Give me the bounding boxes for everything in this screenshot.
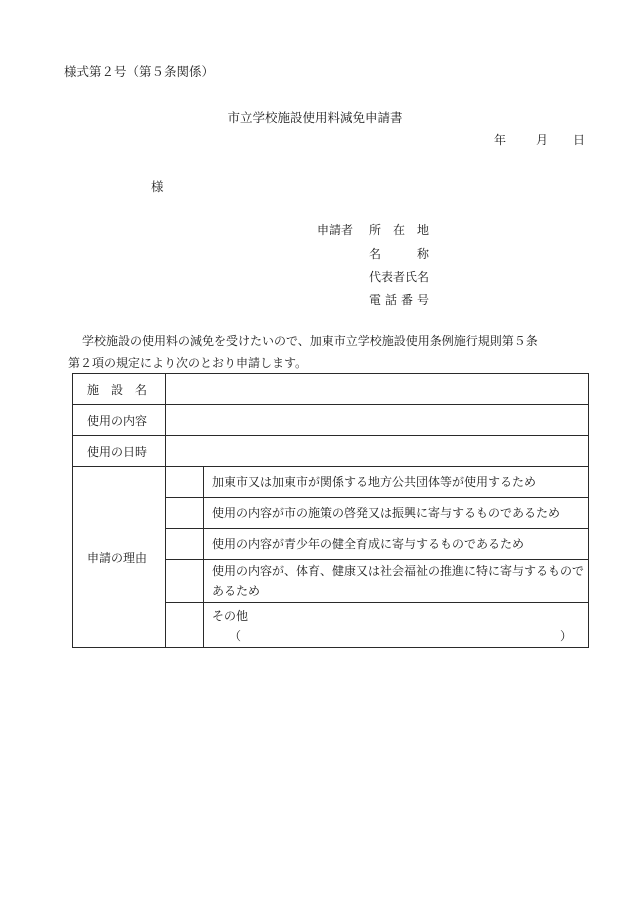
request-statement bbox=[68, 330, 578, 374]
reason-option-4: 使用の内容が、体育、健康又は社会福祉の推進に特に寄与するものであるため bbox=[204, 560, 589, 603]
other-close-paren: ） bbox=[559, 629, 572, 643]
usage-content-field[interactable] bbox=[166, 405, 589, 436]
year-label: 年 bbox=[494, 133, 507, 147]
facility-name-label: 施設名 bbox=[73, 374, 166, 405]
usage-content-label: 使用の内容 bbox=[73, 405, 166, 436]
addressee-honorific: 様 bbox=[151, 179, 164, 194]
reason-option-other bbox=[204, 603, 589, 648]
reason-option-2: 使用の内容が市の施策の啓発又は振興に寄与するものであるため bbox=[204, 498, 589, 529]
reason-checkbox-other[interactable] bbox=[166, 603, 204, 648]
form-number: 様式第２号（第５条関係） bbox=[64, 64, 215, 79]
facility-name-field[interactable] bbox=[166, 374, 589, 405]
applicant-name-label: 名称 bbox=[369, 247, 429, 261]
document-title: 市立学校施設使用料減免申請書 bbox=[227, 110, 403, 125]
applicant-address-label: 所在地 bbox=[369, 223, 429, 237]
reason-checkbox-3[interactable] bbox=[166, 529, 204, 560]
table-row bbox=[73, 467, 589, 498]
usage-datetime-field[interactable] bbox=[166, 436, 589, 467]
usage-datetime-label: 使用の日時 bbox=[73, 436, 166, 467]
reason-checkbox-4[interactable] bbox=[166, 560, 204, 603]
reason-option-3: 使用の内容が青少年の健全育成に寄与するものであるため bbox=[204, 529, 589, 560]
other-open-paren: （ bbox=[229, 629, 242, 643]
applicant-phone-label: 電話番号 bbox=[369, 293, 429, 307]
other-label: その他 bbox=[212, 609, 249, 623]
table-row bbox=[73, 436, 589, 467]
reason-checkbox-1[interactable] bbox=[166, 467, 204, 498]
day-label: 日 bbox=[573, 133, 586, 147]
table-row bbox=[73, 405, 589, 436]
application-table bbox=[72, 373, 589, 648]
applicant-label: 申請者 bbox=[317, 223, 354, 237]
reason-checkbox-2[interactable] bbox=[166, 498, 204, 529]
statement-line-1: 学校施設の使用料の減免を受けたいので、加東市立学校施設使用条例施行規則第５条 bbox=[82, 334, 538, 348]
table-row bbox=[73, 374, 589, 405]
reason-option-1: 加東市又は加東市が関係する地方公共団体等が使用するため bbox=[204, 467, 589, 498]
applicant-representative-label: 代表者氏名 bbox=[369, 270, 430, 284]
month-label: 月 bbox=[536, 133, 549, 147]
statement-line-2: 第２項の規定により次のとおり申請します。 bbox=[68, 356, 308, 370]
date-line bbox=[494, 131, 585, 148]
reason-label: 申請の理由 bbox=[73, 467, 166, 648]
